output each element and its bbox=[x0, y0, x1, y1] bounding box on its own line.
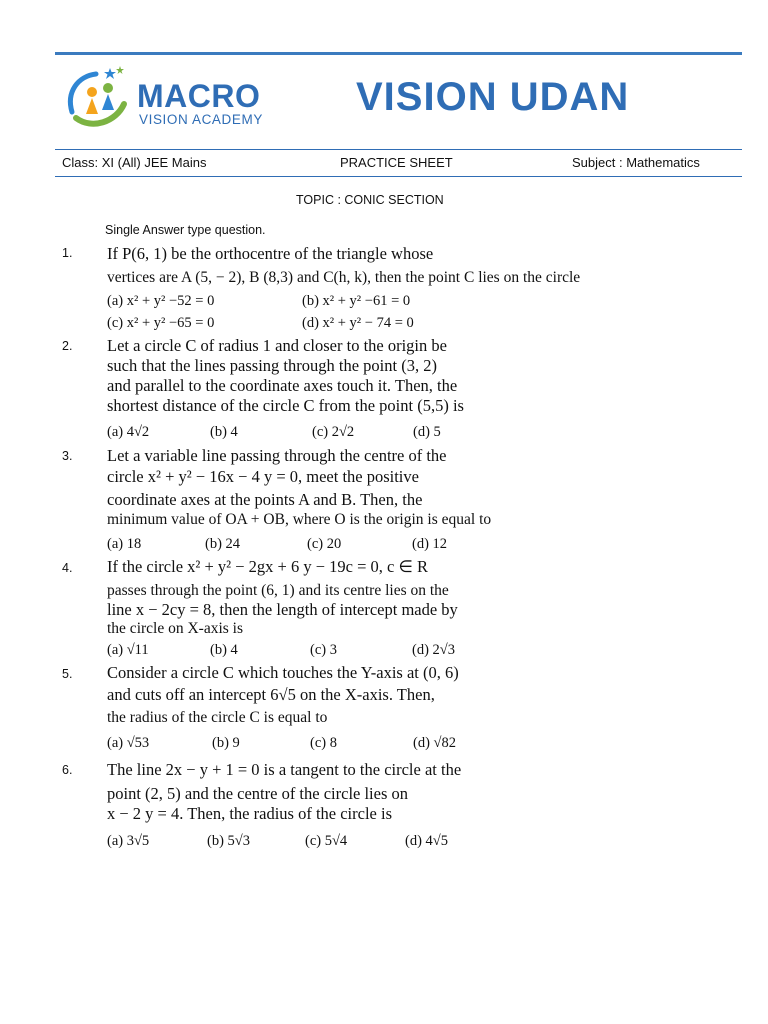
subject-label: Subject : Mathematics bbox=[572, 155, 700, 170]
question-text-line: the circle on X-axis is bbox=[107, 620, 244, 637]
brand-name: MACRO bbox=[137, 78, 261, 114]
topic-heading: TOPIC : CONIC SECTION bbox=[296, 193, 444, 207]
answer-option: (c) 8 bbox=[310, 735, 337, 751]
question-text-line: and parallel to the coordinate axes touch it. Then, the bbox=[107, 376, 458, 395]
answer-option: (a) √11 bbox=[107, 642, 149, 658]
question-number: 1. bbox=[62, 246, 73, 260]
question-text-line: coordinate axes at the points A and B. Then, the bbox=[107, 490, 423, 509]
question-text-line: If P(6, 1) be the orthocentre of the triangle whose bbox=[107, 244, 434, 263]
instruction-text: Single Answer type question. bbox=[105, 223, 266, 237]
question-text-line: line x − 2cy = 8, then the length of intercept made by bbox=[107, 600, 458, 619]
question-text-line: vertices are A (5, − 2), B (8,3) and C(h, k), then the point C lies on the circle bbox=[107, 269, 581, 286]
page-title: VISION UDAN bbox=[356, 75, 630, 119]
question-number: 3. bbox=[62, 449, 73, 463]
answer-option: (d) 5 bbox=[413, 424, 441, 440]
question-text-line: Consider a circle C which touches the Y-axis at (0, 6) bbox=[107, 663, 459, 682]
answer-option: (a) 3√5 bbox=[107, 833, 150, 849]
header-rule-bottom bbox=[55, 176, 742, 177]
class-label: Class: XI (All) JEE Mains bbox=[62, 155, 207, 170]
answer-option: (b) 4 bbox=[210, 642, 238, 658]
question-text-line: circle x² + y² − 16x − 4 y = 0, meet the positive bbox=[107, 467, 419, 486]
answer-option: (a) 18 bbox=[107, 536, 142, 552]
answer-option: (b) 9 bbox=[212, 735, 240, 751]
answer-option: (d) 12 bbox=[412, 536, 448, 552]
question-text-line: point (2, 5) and the centre of the circle lies on bbox=[107, 784, 409, 803]
answer-option: (c) 3 bbox=[310, 642, 337, 658]
answer-option: (c) x² + y² −65 = 0 bbox=[107, 315, 215, 331]
question-text-line: passes through the point (6, 1) and its centre lies on the bbox=[107, 582, 449, 599]
brand-subtitle: VISION ACADEMY bbox=[139, 112, 263, 127]
answer-option: (d) 4√5 bbox=[405, 833, 448, 849]
answer-option: (c) 5√4 bbox=[305, 833, 348, 849]
question-text-line: If the circle x² + y² − 2gx + 6 y − 19c = 0, c ∈ R bbox=[107, 557, 428, 576]
answer-option: (c) 2√2 bbox=[312, 424, 355, 440]
macro-vision-logo-icon bbox=[62, 62, 134, 132]
question-text-line: minimum value of OA + OB, where O is the origin is equal to bbox=[107, 511, 492, 528]
answer-option: (b) 5√3 bbox=[207, 833, 250, 849]
question-number: 2. bbox=[62, 339, 73, 353]
top-rule bbox=[55, 52, 742, 55]
question-text-line: Let a circle C of radius 1 and closer to the origin be bbox=[107, 336, 447, 355]
answer-option: (d) √82 bbox=[413, 735, 456, 751]
question-text-line: Let a variable line passing through the centre of the bbox=[107, 446, 447, 465]
question-number: 5. bbox=[62, 667, 73, 681]
question-text-line: such that the lines passing through the point (3, 2) bbox=[107, 356, 437, 375]
question-text-line: x − 2 y = 4. Then, the radius of the circle is bbox=[107, 804, 392, 823]
header-rule-top bbox=[55, 149, 742, 150]
question-text-line: shortest distance of the circle C from the point (5,5) is bbox=[107, 396, 464, 415]
answer-option: (a) 4√2 bbox=[107, 424, 150, 440]
question-text-line: The line 2x − y + 1 = 0 is a tangent to the circle at the bbox=[107, 760, 462, 779]
question-number: 4. bbox=[62, 561, 73, 575]
answer-option: (a) √53 bbox=[107, 735, 150, 751]
answer-option: (c) 20 bbox=[307, 536, 342, 552]
answer-option: (b) x² + y² −61 = 0 bbox=[302, 293, 411, 309]
answer-option: (d) 2√3 bbox=[412, 642, 455, 658]
answer-option: (b) 4 bbox=[210, 424, 238, 440]
sheet-label: PRACTICE SHEET bbox=[340, 155, 453, 170]
question-text-line: and cuts off an intercept 6√5 on the X-axis. Then, bbox=[107, 685, 435, 704]
question-number: 6. bbox=[62, 763, 73, 777]
answer-option: (d) x² + y² − 74 = 0 bbox=[302, 315, 414, 331]
answer-option: (b) 24 bbox=[205, 536, 241, 552]
answer-option: (a) x² + y² −52 = 0 bbox=[107, 293, 215, 309]
question-text-line: the radius of the circle C is equal to bbox=[107, 709, 328, 726]
